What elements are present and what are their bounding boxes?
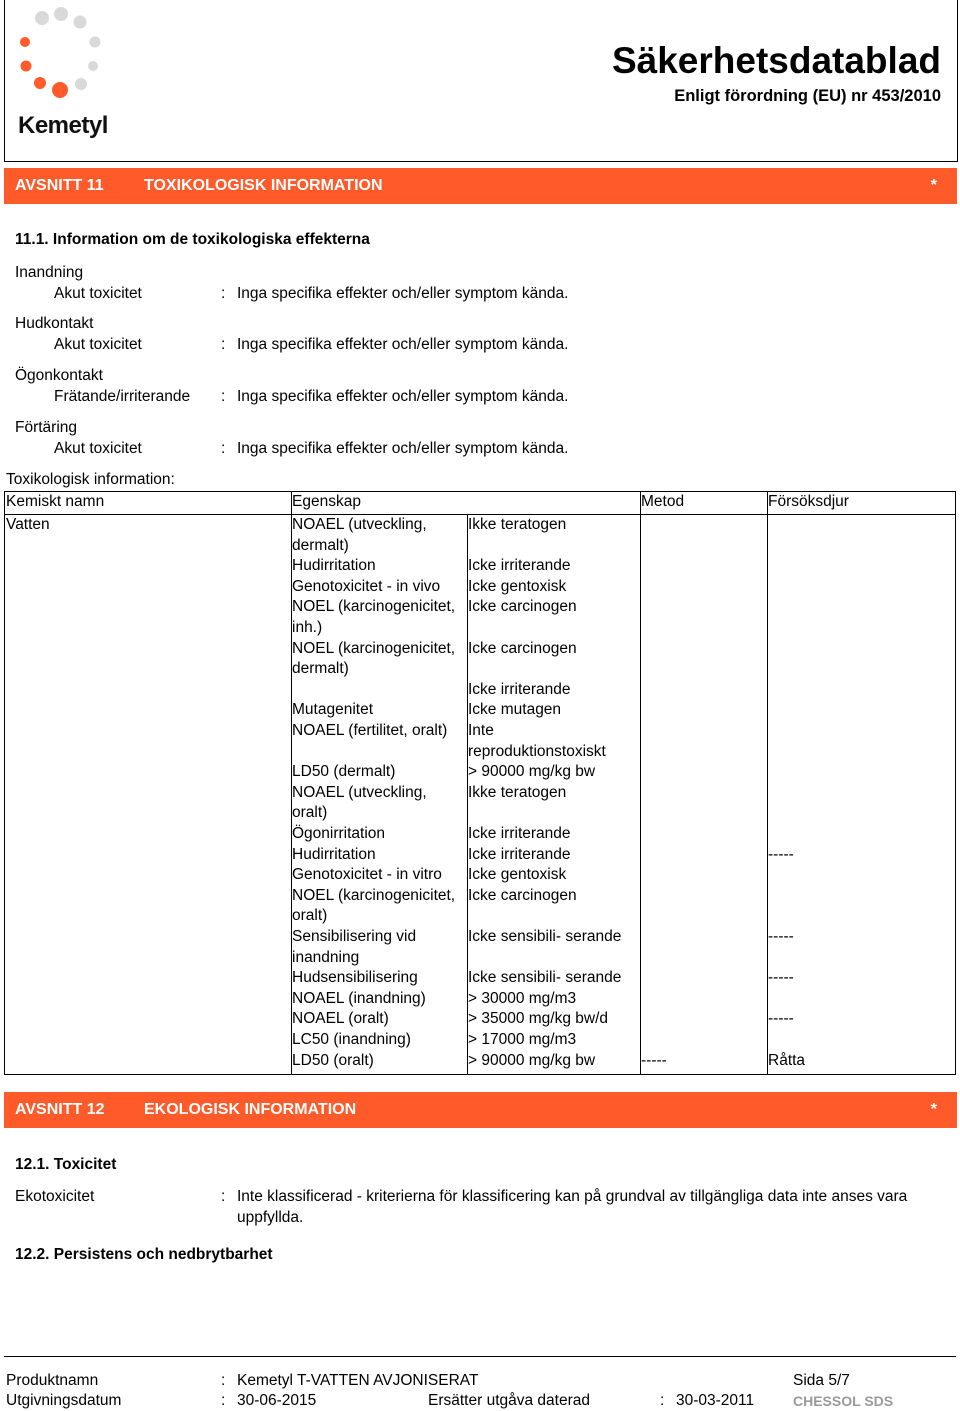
row-result: > 30000 mg/m3 — [468, 989, 577, 1007]
colon: : — [660, 1392, 665, 1409]
exposure-effect: Akut toxicitet — [54, 440, 142, 457]
footer-divider — [4, 1356, 956, 1357]
row-property: NOAEL (oralt) — [292, 1010, 389, 1028]
document-subtitle: Enligt förordning (EU) nr 453/2010 — [674, 87, 941, 105]
exposure-value: Inga specifika effekter och/eller symptom kända. — [237, 336, 569, 353]
row-property: Sensibilisering vid — [292, 928, 417, 945]
replaces-date-value: 30-03-2011 — [676, 1392, 755, 1409]
row-test-animal: ----- — [768, 1010, 794, 1028]
software-brand: CHESSOL SDS — [793, 1393, 894, 1409]
product-name-label: Produktnamn — [6, 1372, 99, 1389]
replaces-label: Ersätter utgåva daterad — [428, 1392, 590, 1409]
row-result: Icke irriterande — [468, 557, 571, 575]
row-property: NOAEL (utveckling, — [292, 516, 427, 533]
row-property: LC50 (inandning) — [292, 1031, 411, 1048]
row-property: Hudirritation — [292, 557, 376, 575]
logo-wordmark: Kemetyl — [18, 112, 108, 139]
row-result: Icke sensibili- serande — [468, 969, 622, 987]
toxicology-table — [4, 491, 956, 1075]
row-result: Icke mutagen — [468, 701, 562, 719]
exposure-effect: Frätande/irriterande — [54, 388, 191, 405]
document-header — [4, 0, 958, 162]
row-property: NOEL (karcinogenicitet, — [292, 639, 456, 657]
subsection-heading: 12.2. Persistens och nedbrytbarhet — [15, 1246, 273, 1263]
chemical-name: Vatten — [6, 516, 50, 533]
row-test-animal: ----- — [768, 845, 794, 863]
exposure-route: Hudkontakt — [15, 315, 94, 332]
section-11-bar — [4, 168, 957, 204]
section-12-bar — [4, 1092, 957, 1128]
section-title: EKOLOGISK INFORMATION — [144, 1101, 357, 1118]
issue-date-label: Utgivningsdatum — [6, 1392, 122, 1409]
revision-marker: * — [930, 1101, 937, 1118]
row-method: ----- — [641, 1051, 667, 1069]
page-number: Sida 5/7 — [793, 1372, 850, 1389]
header-chemical-name: Kemiskt namn — [6, 493, 105, 510]
exposure-effect: Akut toxicitet — [54, 285, 142, 302]
ecotoxicity-value-cont: uppfyllda. — [237, 1209, 304, 1226]
document-title: Säkerhetsdatablad — [611, 40, 941, 81]
exposure-route: Ögonkontakt — [15, 367, 103, 384]
colon: : — [221, 1188, 226, 1205]
revision-marker: * — [930, 177, 937, 194]
header-method: Metod — [641, 493, 685, 510]
row-property: LD50 (oralt) — [292, 1051, 374, 1069]
exposure-value: Inga specifika effekter och/eller symptom kända. — [237, 440, 569, 457]
row-property: inh.) — [292, 619, 323, 636]
row-property: NOAEL (fertilitet, oralt) — [292, 722, 448, 739]
row-property: dermalt) — [292, 536, 349, 554]
row-result: Icke irriterande — [468, 845, 571, 863]
row-result: Ikke teratogen — [468, 516, 567, 533]
colon: : — [221, 388, 226, 405]
row-test-animal: ----- — [768, 928, 794, 945]
row-property: dermalt) — [292, 660, 349, 678]
section-number: AVSNITT 11 — [15, 177, 104, 194]
tox-info-label: Toxikologisk information: — [6, 471, 175, 488]
row-property: NOAEL (utveckling, — [292, 783, 427, 801]
exposure-value: Inga specifika effekter och/eller symptom kända. — [237, 388, 569, 405]
row-result: Inte — [468, 722, 494, 739]
section-number: AVSNITT 12 — [15, 1101, 105, 1118]
header-test-animal: Försöksdjur — [768, 493, 849, 510]
row-result: Icke carcinogen — [468, 886, 577, 904]
header-property: Egenskap — [292, 493, 361, 510]
colon: : — [221, 1392, 226, 1409]
row-result: > 90000 mg/kg bw — [468, 1051, 596, 1069]
row-property: oralt) — [292, 804, 328, 822]
row-property: oralt) — [292, 907, 328, 925]
row-property: NOEL (karcinogenicitet, — [292, 598, 456, 616]
row-property: Hudsensibilisering — [292, 969, 418, 987]
row-result: reproduktionstoxiskt — [468, 742, 606, 760]
product-name-value: Kemetyl T-VATTEN AVJONISERAT — [237, 1372, 479, 1389]
exposure-effect: Akut toxicitet — [54, 336, 142, 353]
row-result: Icke carcinogen — [468, 598, 577, 616]
row-result: > 17000 mg/m3 — [468, 1031, 577, 1048]
row-result: Icke irriterande — [468, 825, 571, 842]
row-property: NOEL (karcinogenicitet, — [292, 886, 456, 904]
ecotoxicity-value: Inte klassificerad - kriterierna för klassificering kan på grundval av tillgängliga data inte anses vara — [237, 1188, 908, 1205]
row-result: > 90000 mg/kg bw — [468, 763, 596, 781]
subsection-heading: 12.1. Toxicitet — [15, 1156, 117, 1173]
colon: : — [221, 285, 226, 302]
colon: : — [221, 1372, 226, 1389]
row-property: inandning — [292, 948, 360, 966]
section-title: TOXIKOLOGISK INFORMATION — [144, 177, 383, 194]
row-property: Mutagenitet — [292, 701, 373, 719]
exposure-value: Inga specifika effekter och/eller symptom kända. — [237, 285, 569, 302]
row-test-animal: ----- — [768, 969, 794, 987]
row-result: Icke gentoxisk — [468, 866, 567, 884]
row-result: Ikke teratogen — [468, 783, 567, 801]
row-property: Genotoxicitet - in vivo — [292, 577, 441, 595]
colon: : — [221, 440, 226, 457]
colon: : — [221, 336, 226, 353]
exposure-route: Förtäring — [15, 419, 78, 436]
row-result: Icke sensibili- serande — [468, 928, 622, 945]
row-result: Icke irriterande — [468, 680, 571, 698]
row-property: NOAEL (inandning) — [292, 989, 426, 1007]
row-result: Icke carcinogen — [468, 639, 577, 657]
row-property: LD50 (dermalt) — [292, 763, 396, 781]
row-result: Icke gentoxisk — [468, 577, 567, 595]
exposure-route: Inandning — [15, 264, 84, 281]
column-divider — [640, 492, 641, 1074]
issue-date-value: 30-06-2015 — [237, 1392, 317, 1409]
row-property: Ögonirritation — [292, 825, 386, 842]
row-test-animal: Råtta — [768, 1051, 806, 1069]
row-property: Genotoxicitet - in vitro — [292, 866, 442, 884]
ecotoxicity-label: Ekotoxicitet — [15, 1188, 95, 1205]
row-result: > 35000 mg/kg bw/d — [468, 1010, 609, 1028]
subsection-heading: 11.1. Information om de toxikologiska effekterna — [15, 231, 370, 248]
row-property: Hudirritation — [292, 845, 376, 863]
